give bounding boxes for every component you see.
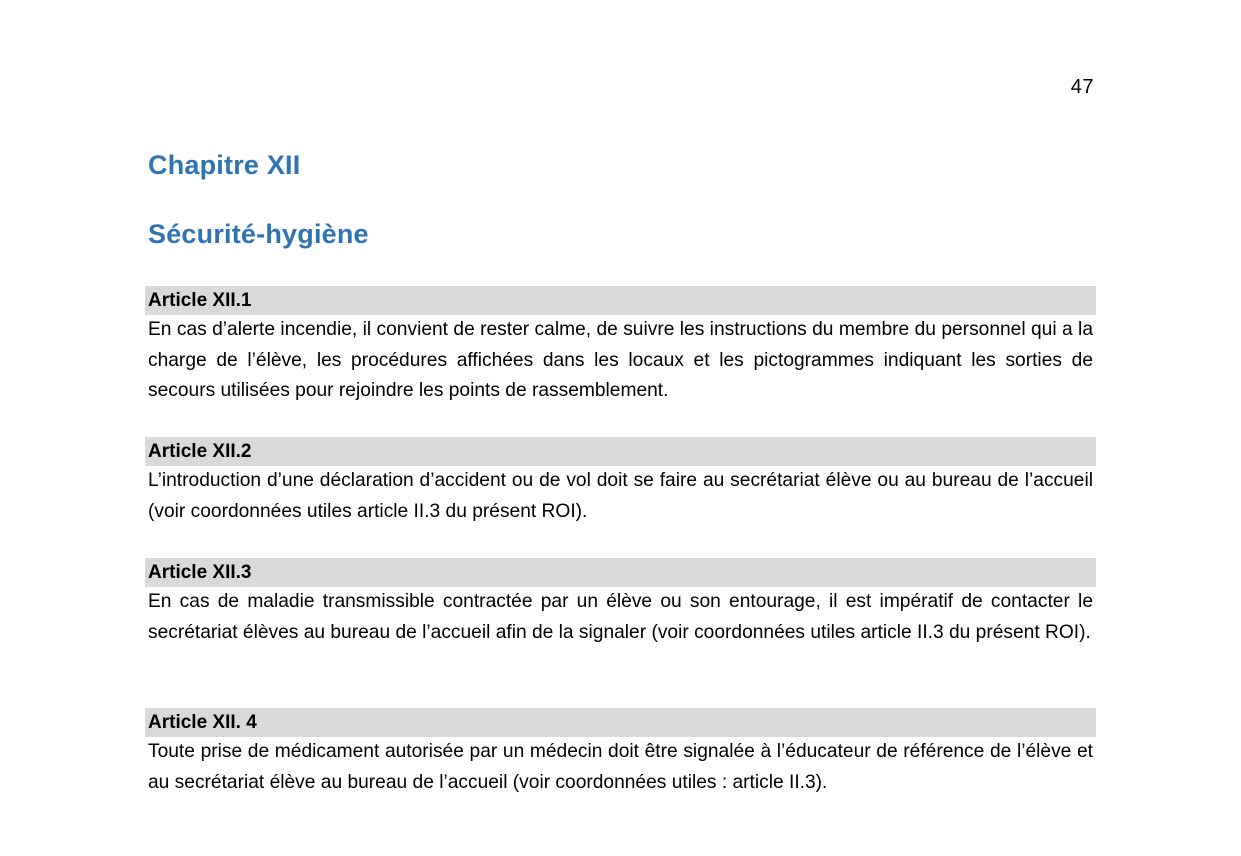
article-xii-3 — [145, 558, 1096, 648]
article-xii-2 — [145, 437, 1096, 527]
article-heading: Article XII.1 — [145, 286, 1096, 315]
article-text: Toute prise de médicament autorisée par un médecin doit être signalée à l’éducateur de référence de l’élève et au secrétariat élève au bureau de l’accueil (voir coordonnées utiles : article II.3). — [148, 741, 1093, 793]
article-heading: Article XII.3 — [145, 558, 1096, 587]
section-title: Sécurité-hygiène — [148, 219, 369, 249]
article-heading: Article XII.2 — [145, 437, 1096, 466]
page-number: 47 — [1070, 76, 1094, 98]
article-heading: Article XII. 4 — [145, 708, 1096, 737]
article-text: En cas de maladie transmissible contractée par un élève ou son entourage, il est impératif de contacter le secrétariat élèves au bureau de l’accueil afin de la signaler (voir coordonnées utiles article II.3 du présent ROI). — [148, 591, 1093, 643]
article-xii-4 — [145, 708, 1096, 798]
article-xii-1 — [145, 286, 1096, 407]
chapter-title: Chapitre XII — [148, 150, 301, 180]
article-text: L’introduction d’une déclaration d’accident ou de vol doit se faire au secrétariat élève ou au bureau de l’accueil (voir coordonnées utiles article II.3 du présent ROI). — [148, 470, 1093, 522]
article-text: En cas d’alerte incendie, il convient de rester calme, de suivre les instructions du membre du personnel qui a la charge de l’élève, les procédures affichées dans les locaux et les pictogrammes indiquant les sorties de secours utilisées pour rejoindre les points de rassemblement. — [148, 319, 1093, 401]
